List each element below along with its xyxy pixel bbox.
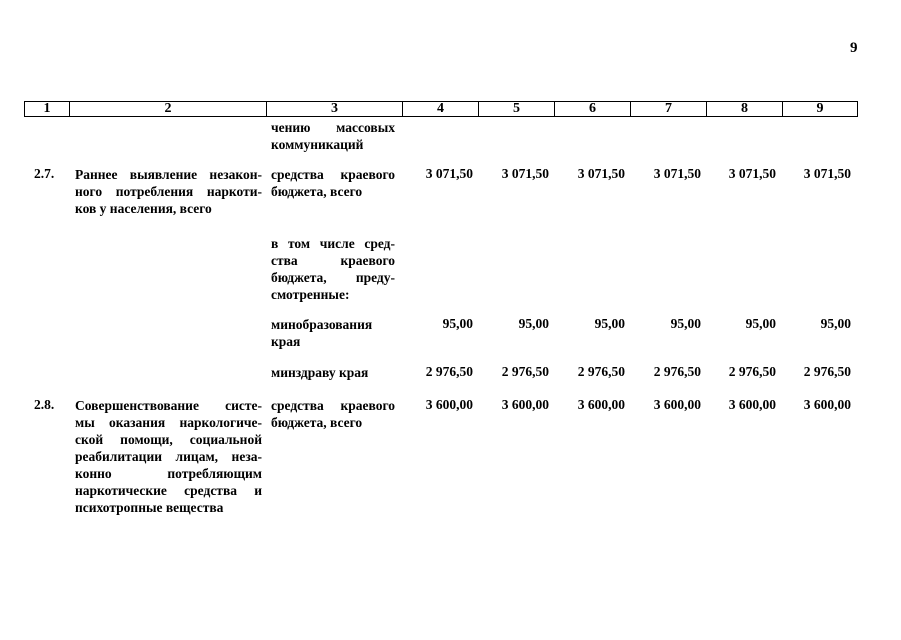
header-col-3: 3 [266, 102, 402, 116]
continuation-line: коммуникаций [271, 137, 364, 152]
page-number: 9 [850, 40, 858, 56]
row-source-line: средства краевого [271, 167, 395, 182]
value-col-7: 3 600,00 [653, 397, 701, 412]
value-col-9: 3 071,50 [803, 166, 851, 181]
row-source-line: в том числе сред- [271, 236, 395, 251]
value-col-8: 2 976,50 [728, 364, 776, 379]
row-name-line: ков у населения, всего [75, 201, 212, 216]
row-name-line: конно потребляющим [75, 466, 262, 481]
table-header-row [24, 101, 858, 117]
row-name-line: наркотические средства и [75, 483, 262, 498]
value-col-9: 3 600,00 [803, 397, 851, 412]
row-name-line: ской помощи, социальной [75, 432, 262, 447]
value-col-6: 2 976,50 [577, 364, 625, 379]
row-name-line: мы оказания наркологиче- [75, 415, 262, 430]
row-source-line: бюджета, всего [271, 415, 363, 430]
value-col-9: 95,00 [820, 316, 851, 331]
value-col-8: 3 071,50 [728, 166, 776, 181]
row-source-line: минздраву края [271, 365, 369, 380]
row-code: 2.7. [34, 166, 55, 181]
value-col-4: 3 071,50 [425, 166, 473, 181]
value-col-8: 3 600,00 [728, 397, 776, 412]
value-col-9: 2 976,50 [803, 364, 851, 379]
row-name-line: Раннее выявление незакон- [75, 167, 262, 182]
row-name-line: психотропные вещества [75, 500, 224, 515]
row-source-line: средства краевого [271, 398, 395, 413]
value-col-5: 2 976,50 [501, 364, 549, 379]
row-source-line: ства краевого [271, 253, 395, 268]
header-col-8: 8 [706, 102, 782, 116]
row-name-line: реабилитации лицам, неза- [75, 449, 262, 464]
header-col-4: 4 [402, 102, 478, 116]
row-name-line: Совершенствование систе- [75, 398, 262, 413]
value-col-6: 3 071,50 [577, 166, 625, 181]
row-source-line: бюджета, преду- [271, 270, 395, 285]
continuation-line: чению массовых [271, 120, 395, 135]
value-col-8: 95,00 [745, 316, 776, 331]
value-col-6: 95,00 [594, 316, 625, 331]
value-col-5: 3 600,00 [501, 397, 549, 412]
value-col-4: 95,00 [442, 316, 473, 331]
header-col-1: 1 [43, 101, 51, 116]
value-col-6: 3 600,00 [577, 397, 625, 412]
header-col-7: 7 [630, 102, 706, 116]
value-col-5: 95,00 [518, 316, 549, 331]
row-source-line: минобразования [271, 317, 373, 332]
value-col-5: 3 071,50 [501, 166, 549, 181]
header-col-5: 5 [478, 102, 554, 116]
row-source-line: бюджета, всего [271, 184, 363, 199]
row-source-line: края [271, 334, 301, 349]
value-col-4: 3 600,00 [425, 397, 473, 412]
value-col-7: 2 976,50 [653, 364, 701, 379]
header-col-6: 6 [554, 102, 630, 116]
row-code: 2.8. [34, 397, 55, 412]
header-col-2: 2 [69, 102, 266, 116]
value-col-7: 3 071,50 [653, 166, 701, 181]
row-name-line: ного потребления наркоти- [75, 184, 262, 199]
value-col-4: 2 976,50 [425, 364, 473, 379]
row-source-line: смотренные: [271, 287, 350, 302]
value-col-7: 95,00 [670, 316, 701, 331]
header-col-9: 9 [782, 102, 857, 116]
